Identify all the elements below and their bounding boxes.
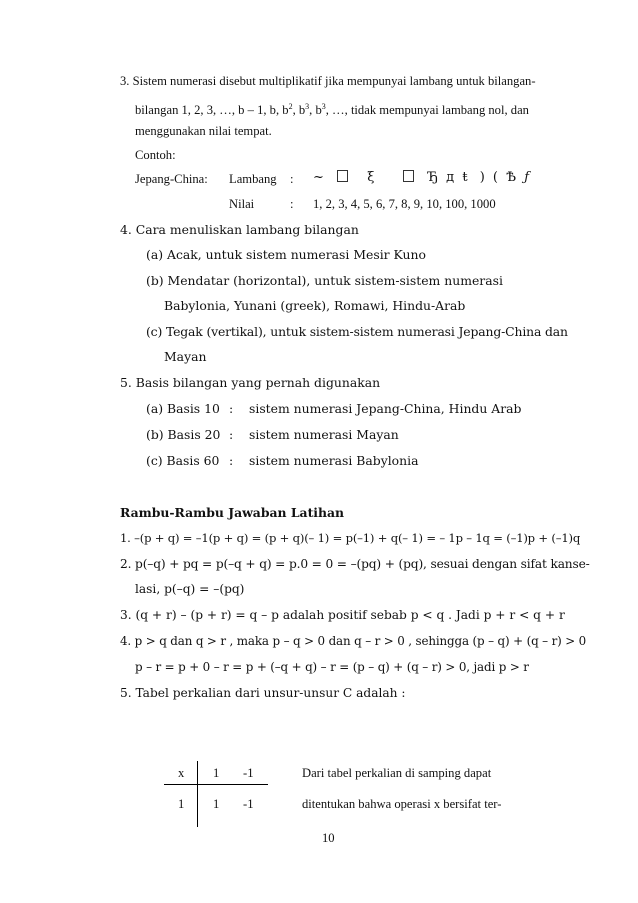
page-number: 10 bbox=[322, 831, 335, 845]
item3-line2: bilangan 1, 2, 3, …, b – 1, b, $b^2$, $b^3$, $b^3$, …, tidak mempunyai lambang nol, dan bbox=[135, 102, 529, 118]
box-symbol-icon-2 bbox=[403, 170, 414, 182]
symbol-3: Ђ bbox=[427, 170, 439, 185]
lambang-colon: : bbox=[290, 172, 294, 186]
nilai-label: Nilai bbox=[229, 197, 255, 211]
side-text-line1: Dari tabel perkalian di samping dapat bbox=[302, 766, 492, 780]
basis-row-colon: : bbox=[229, 401, 234, 416]
answer-2a: 2. p(–q) + pq = p(–q + q) = p.0 = 0 = –(pq) + (pq), sesuai dengan sifat kanse- bbox=[120, 557, 590, 571]
table-header-cell: 1 bbox=[213, 766, 220, 780]
answer-1: 1. –(p + q) = –1(p + q) = (p + q)(– 1) = p(–1) + q(– 1) = – 1p – 1q = (–1)p + (–1)q bbox=[120, 531, 581, 545]
item3-line1: 3. Sistem numerasi disebut multiplikatif jika mempunyai lambang untuk bilangan- bbox=[120, 74, 536, 88]
basis-row-desc: sistem numerasi Jepang-China, Hindu Arab bbox=[249, 401, 522, 416]
answer-4b: p – r = p + 0 – r = p + (–q + q) – r = (p – q) + (q – r) > 0, jadi p > r bbox=[135, 660, 529, 674]
table-cell: -1 bbox=[243, 797, 254, 811]
item4-b1: (b) Mendatar (horizontal), untuk sistem-sistem numerasi bbox=[146, 273, 503, 288]
symbol-1: ~ bbox=[313, 170, 324, 185]
symbol-6: ) bbox=[479, 170, 485, 185]
jepang-china-label: Jepang-China: bbox=[135, 172, 208, 186]
symbol-2: ξ bbox=[367, 170, 375, 185]
basis-row-label: (a) Basis 10 bbox=[146, 401, 220, 416]
item4-c2: Mayan bbox=[164, 349, 207, 364]
symbol-4: д bbox=[446, 170, 455, 185]
basis-row-colon: : bbox=[229, 427, 234, 442]
basis-row-desc: sistem numerasi Mayan bbox=[249, 427, 399, 442]
answer-3: 3. (q + r) – (p + r) = q – p adalah positif sebab p < q . Jadi p + r < q + r bbox=[120, 608, 565, 622]
table-cell: 1 bbox=[213, 797, 220, 811]
item4-a: (a) Acak, untuk sistem numerasi Mesir Kuno bbox=[146, 247, 426, 262]
numeral-symbols bbox=[313, 170, 538, 186]
basis-row-label: (c) Basis 60 bbox=[146, 453, 220, 468]
section-heading: Rambu-Rambu Jawaban Latihan bbox=[120, 505, 345, 520]
side-text-line2: ditentukan bahwa operasi x bersifat ter- bbox=[302, 797, 502, 811]
table-header-op: x bbox=[178, 766, 185, 780]
basis-row-desc: sistem numerasi Babylonia bbox=[249, 453, 419, 468]
table-vertical-rule bbox=[197, 761, 198, 827]
box-symbol-icon bbox=[337, 170, 348, 182]
answer-4a: 4. p > q dan q > r , maka p – q > 0 dan q – r > 0 , sehingga (p – q) + (q – r) > 0 bbox=[120, 634, 587, 648]
symbol-7: ( bbox=[492, 170, 498, 185]
symbol-5: ŧ bbox=[462, 170, 468, 185]
basis-row-colon: : bbox=[229, 453, 234, 468]
item3-line3: menggunakan nilai tempat. bbox=[135, 124, 272, 138]
table-header-cell: -1 bbox=[243, 766, 254, 780]
symbol-8: Ѣ bbox=[506, 170, 517, 185]
table-horizontal-rule bbox=[164, 784, 268, 785]
nilai-values: 1, 2, 3, 4, 5, 6, 7, 8, 9, 10, 100, 1000 bbox=[313, 197, 496, 211]
lambang-label: Lambang bbox=[229, 172, 277, 186]
item5-title: 5. Basis bilangan yang pernah digunakan bbox=[120, 375, 381, 390]
contoh-label: Contoh: bbox=[135, 148, 176, 162]
item4-c1: (c) Tegak (vertikal), untuk sistem-sistem numerasi Jepang-China dan bbox=[146, 324, 568, 339]
item4-b2: Babylonia, Yunani (greek), Romawi, Hindu-Arab bbox=[164, 298, 466, 313]
symbol-9: ƒ bbox=[524, 170, 529, 185]
basis-row-label: (b) Basis 20 bbox=[146, 427, 221, 442]
answer-5: 5. Tabel perkalian dari unsur-unsur C adalah : bbox=[120, 686, 406, 700]
answer-2b: lasi, p(–q) = –(pq) bbox=[135, 582, 245, 596]
table-row-label: 1 bbox=[178, 797, 185, 811]
nilai-colon: : bbox=[290, 197, 294, 211]
item4-title: 4. Cara menuliskan lambang bilangan bbox=[120, 222, 359, 237]
